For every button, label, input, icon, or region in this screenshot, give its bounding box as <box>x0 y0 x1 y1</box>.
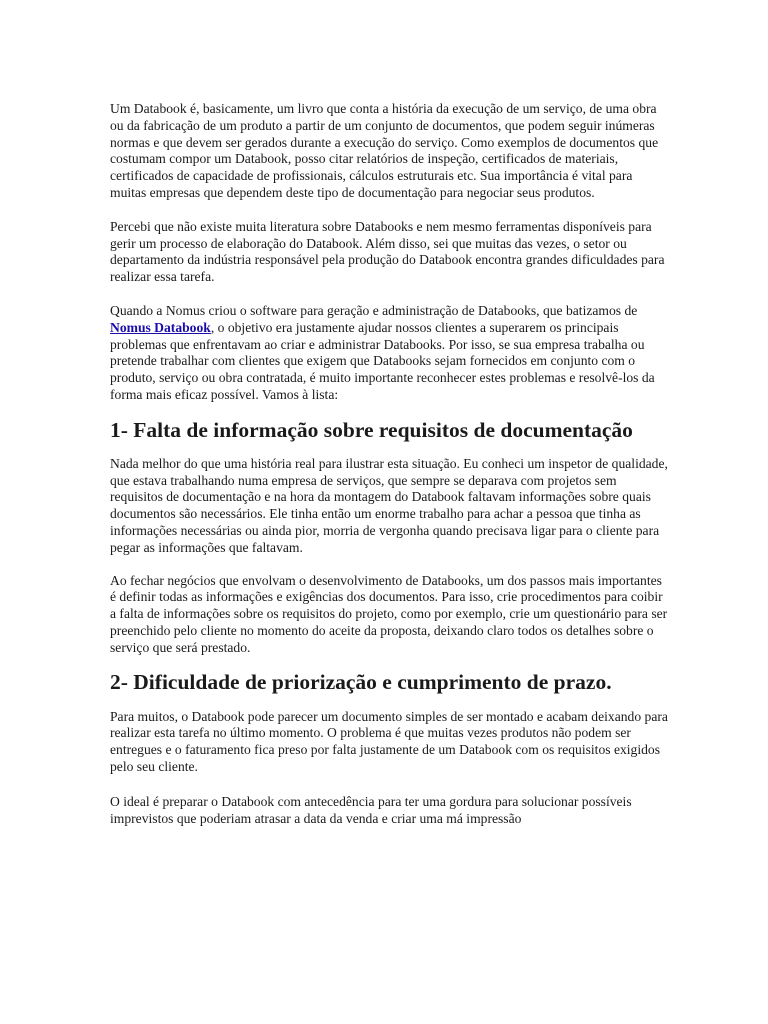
nomus-paragraph-text-start: Quando a Nomus criou o software para geração e administração de Databooks, que batizamos de <box>110 302 638 318</box>
story-paragraph: Nada melhor do que uma história real para ilustrar esta situação. Eu conheci um inspetor de qualidade, que estava trabalhando numa empresa de serviços, que sempre se deparava com projetos sem requisitos de documentação e na hora da montagem do Databook faltavam informações sobre quais documentos são necessários. Ele tinha então um enorme trabalho para achar a pessoa que tinha as informações necessárias ou ainda pior, morria de vergonha quando precisava ligar para o cliente para pegar as informações que faltavam. <box>110 455 668 555</box>
nomus-paragraph <box>110 303 668 404</box>
literature-paragraph: Percebi que não existe muita literatura sobre Databooks e nem mesmo ferramentas disponíveis para gerir um processo de elaboração do Databook. Além disso, sei que muitas das vezes, o setor ou departamento da indústria responsável pela produção do Databook encontra grandes dificuldades para realizar essa tarefa. <box>110 218 665 285</box>
requirements-paragraph: Ao fechar negócios que envolvam o desenvolvimento de Databooks, um dos passos mais importantes é definir todas as informações e exigências dos documentos. Para isso, crie procedimentos para coibir a falta de informações sobre os requisitos do projeto, como por exemplo, crie um questionário para ser preenchido pelo cliente no momento do aceite da proposta, deixando claro todos os detalhes sobre o serviço que será prestado. <box>110 572 668 655</box>
priority-paragraph: Para muitos, o Databook pode parecer um documento simples de ser montado e acabam deixando para realizar esta tarefa no último momento. O problema é que muitas vezes produtos não podem ser entregues e o faturamento fica preso por falta justamente de um Databook com os requisitos exigidos pelo seu cliente. <box>110 708 668 774</box>
section-heading-2: 2- Dificuldade de priorização e cumprimento de prazo. <box>110 669 612 694</box>
section-heading-1: 1- Falta de informação sobre requisitos de documentação <box>110 417 633 442</box>
intro-paragraph: Um Databook é, basicamente, um livro que conta a história da execução de um serviço, de uma obra ou da fabricação de um produto a partir de um conjunto de documentos, que podem seguir inúmeras normas e que devem ser gerados durante a execução do serviço. Como exemplos de documentos que costumam compor um Databook, posso citar relatórios de inspeção, certificados de materiais, certificados de capacidade de profissionais, cálculos estruturais etc. Sua importância é vital para muitas empresas que dependem deste tipo de documentação para negociar seus produtos. <box>110 101 659 200</box>
ideal-paragraph: O ideal é preparar o Databook com antecedência para ter uma gordura para solucionar possíveis imprevistos que poderiam atrasar a data da venda e criar uma má impressão <box>110 793 632 826</box>
nomus-paragraph-text-end: , o objetivo era justamente ajudar nossos clientes a superarem os principais problemas que enfrentavam ao criar e administrar Databooks. Por isso, se sua empresa trabalha ou pretende trabalhar com clientes que exigem que Databooks sejam fornecidos em conjunto com o produto, serviço ou obra contratada, é muito importante reconhecer estes problemas e resolvê-los da forma mais eficaz possível. Vamos à lista: <box>110 319 655 402</box>
nomus-databook-link[interactable]: Nomus Databook <box>110 319 211 335</box>
